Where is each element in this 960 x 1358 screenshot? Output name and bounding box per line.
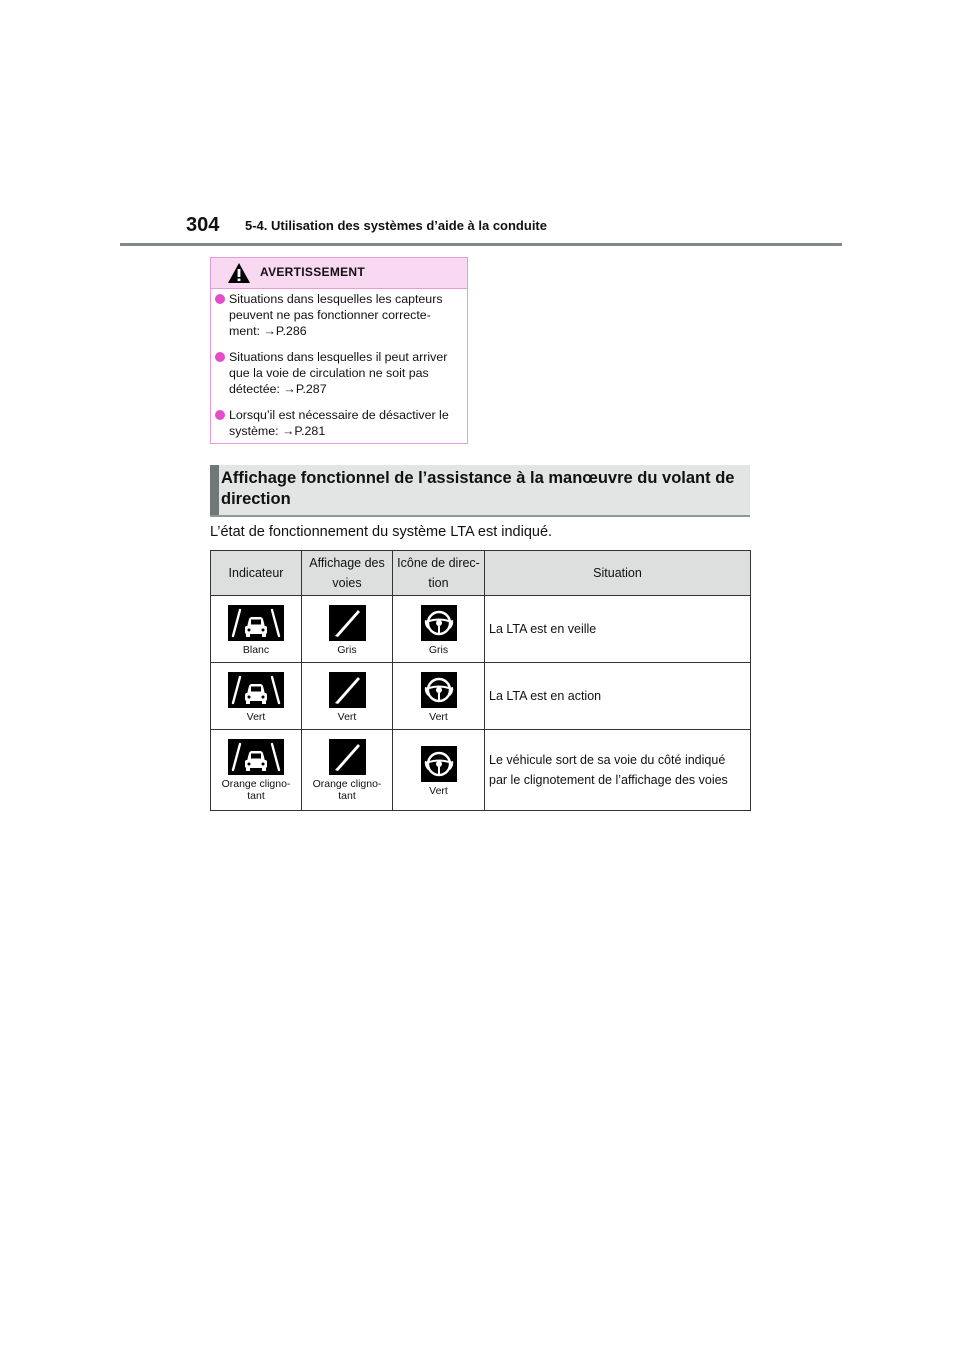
situation-text: Le véhicule sort de sa voie du côté indiqué: [489, 753, 726, 767]
topic-title-line: direction: [221, 490, 291, 508]
lane-line-icon: [329, 605, 366, 641]
warning-title: AVERTISSEMENT: [260, 265, 366, 279]
icon-caption: Blanc: [242, 644, 270, 656]
intro-text: L’état de fonctionnement du système LTA est indiqué.: [210, 524, 553, 540]
lanes-cell: [302, 663, 393, 730]
icon-caption: Vert: [429, 785, 448, 797]
situation-cell: [485, 596, 751, 663]
indicator-cell: [211, 730, 302, 811]
icon-caption-line: Orange cligno-: [312, 778, 382, 790]
icon-caption: Gris: [337, 644, 357, 656]
steering-cell: [393, 730, 485, 811]
warning-text-line: détectée:: [229, 382, 284, 396]
table-header-row: [211, 551, 751, 596]
warning-text-line: que la voie de circulation ne soit pas: [229, 366, 429, 380]
header-indicator: Indicateur: [211, 551, 302, 596]
situation-text: La LTA est en action: [489, 689, 602, 703]
lane-car-icon: [228, 605, 284, 641]
warning-triangle-icon: [227, 262, 251, 284]
header-divider: [120, 243, 842, 246]
page-number: 304: [186, 214, 220, 236]
warning-text-line: Lorsqu’il est nécessaire de désactiver le: [229, 408, 449, 422]
lanes-cell: [302, 596, 393, 663]
lanes-cell: [302, 730, 393, 811]
header-lanes: [302, 551, 393, 596]
steering-wheel-hands-icon: [421, 605, 457, 641]
table-row: [211, 663, 751, 730]
heading-accent-bar: [210, 465, 219, 515]
icon-caption: [211, 778, 301, 802]
page-reference-link[interactable]: →P.286: [263, 324, 307, 338]
steering-wheel-hands-icon: [421, 746, 457, 782]
topic-heading: [210, 465, 750, 517]
icon-caption-line: tant: [338, 790, 356, 802]
warning-text-line: Situations dans lesquelles les capteurs: [229, 292, 443, 306]
warning-title-bar: [211, 258, 467, 289]
section-header: 5-4. Utilisation des systèmes d’aide à la conduite: [245, 218, 547, 233]
indicator-cell: [211, 596, 302, 663]
icon-caption: Gris: [428, 644, 449, 656]
page-reference-link[interactable]: →P.287: [283, 382, 327, 396]
page-reference-link[interactable]: →P.281: [282, 424, 326, 438]
header-steering: [393, 551, 485, 596]
header-lanes-line: Affichage des: [309, 556, 385, 570]
warning-text-line: Situations dans lesquelles il peut arriver: [229, 350, 448, 364]
situation-text: par le clignotement de l’affichage des voies: [489, 773, 728, 787]
lane-car-icon: [228, 739, 284, 775]
bullet-icon: [215, 410, 225, 420]
table-row: [211, 596, 751, 663]
steering-wheel-hands-icon: [421, 672, 457, 708]
header-steering-line: Icône de direc-: [397, 556, 480, 570]
bullet-icon: [215, 352, 225, 362]
situation-cell: [485, 663, 751, 730]
lane-car-icon: [228, 672, 284, 708]
icon-caption-line: Orange cligno-: [221, 778, 291, 790]
indicator-cell: [211, 663, 302, 730]
icon-caption: Vert: [246, 711, 266, 723]
bullet-icon: [215, 294, 225, 304]
topic-title: [221, 468, 741, 510]
warning-text-line: peuvent ne pas fonctionner correcte-: [229, 308, 431, 322]
icon-caption-line: tant: [247, 790, 265, 802]
topic-title-line: Affichage fonctionnel de l’assistance à la manœuvre du volant de: [221, 469, 735, 487]
icon-caption: [302, 778, 392, 802]
situation-text: La LTA est en veille: [489, 622, 597, 636]
header-situation: Situation: [485, 551, 751, 596]
warning-text-line: ment:: [229, 324, 264, 338]
warning-text-line: système:: [229, 424, 283, 438]
lta-status-table: [210, 550, 751, 811]
icon-caption: Vert: [337, 711, 357, 723]
steering-cell: [393, 663, 485, 730]
icon-caption: Vert: [429, 711, 448, 723]
warning-box: [210, 257, 468, 444]
situation-cell: [485, 730, 751, 811]
lane-line-icon: [329, 672, 366, 708]
steering-cell: [393, 596, 485, 663]
lane-line-icon: [329, 739, 366, 775]
header-lanes-line: voies: [332, 576, 362, 590]
header-steering-line: tion: [428, 576, 449, 590]
table-row: [211, 730, 751, 811]
